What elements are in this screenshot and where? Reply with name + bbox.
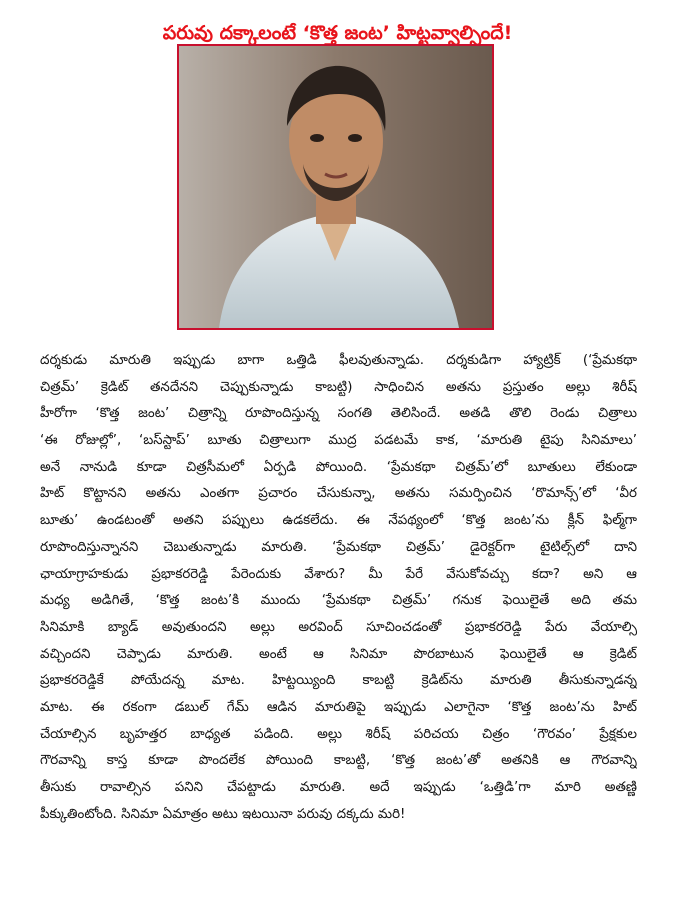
article-line: దర్శకుడు మారుతి ఇప్పుడు బాగా ఒత్తిడి ఫీలవుతున్నాడు. దర్శకుడిగా హ్యాట్రిక్ (‘ప్రేమకథా [40, 353, 637, 368]
article-line: సినిమాకి బ్యాడ్ అవుతుందని అల్లు అరవింద్ సూచించడంతో ప్రభాకరరెడ్డి పేరు వేయాల్సి [40, 619, 637, 635]
article-line: ‘ఈ రోజుల్లో’, ‘బస్‌స్టాప్’ బూతు చిత్రాలుగా ముద్ర పడటమే కాక, ‘మారుతి టైపు సినిమాలు’ [40, 433, 637, 449]
article-line: అనే నానుడి కూడా చిత్రసీమలో ఏర్పడి పోయింది. ‘ప్రేమకథా చిత్రమ్’లో బూతులు లేకుండా [40, 459, 637, 475]
article-body [40, 348, 637, 828]
article-line: చేయాల్సిన బృహత్తర బాధ్యత పడింది. అల్లు శిరీష్ పరిచయ చిత్రం ‘గౌరవం’ ప్రేక్షకుల [40, 726, 637, 742]
article-line: మాట. ఈ రకంగా డబుల్ గేమ్ ఆడిన మారుతిపై ఇప్పుడు ఎలాగైనా ‘కొత్త జంట’ను హిట్ [40, 699, 637, 715]
article-line: మధ్య అడిగితే, ‘కొత్త జంట’కి ముందు ‘ప్రేమకథా చిత్రమ్’ గనుక ఫెయిలైతే అది తమ [40, 593, 637, 609]
article-line: చిత్రమ్’ క్రెడిట్ తనదేనని చెప్పుకున్నాడు కాబట్టి) సాధించిన అతను ప్రస్తుతం అల్లు శిరీష్ [40, 379, 637, 395]
article-line: రూపొందిస్తున్నానని చెబుతున్నాడు మారుతి. ‘ప్రేమకథా చిత్రమ్’ డైరెక్టర్‌గా టైటిల్స్‌లో దాని [40, 539, 637, 555]
article-line: వచ్చిందని చెప్పాడు మారుతి. అంటే ఆ సినిమా పొరబాటున ఫెయిలైతే ఆ క్రెడిట్ [40, 646, 637, 662]
article-line: పీక్కుతింటోంది. సినిమా ఏమాత్రం అటు ఇటయినా పరువు దక్కదు మరి! [40, 806, 406, 822]
article-line: ప్రభాకరరెడ్డికే పోయేదన్న మాట. హిట్టయ్యింది కాబట్టి క్రెడిట్‌ను మారుతి తీసుకున్నాడన్న [40, 673, 637, 689]
article-photo [177, 44, 494, 330]
article-line: బూతు’ ఉండటంతో అతని పప్పులు ఉడకలేదు. ఈ నేపథ్యంలో ‘కొత్త జంట’ను క్లీన్ ఫిల్మ్‌గా [40, 513, 637, 529]
article-headline: పరువు దక్కాలంటే ‘కొత్త జంట’ హిట్టవ్వాల్సిందే! [162, 21, 513, 44]
article-line: హిట్ కొట్టానని అతను ఎంతగా ప్రచారం చేసుకున్నా, అతను సమర్పించిన ‘రొమాన్స్’లో ‘వీర [40, 486, 637, 502]
article-line: ఛాయాగ్రాహకుడు ప్రభాకరరెడ్డి పేరెందుకు వేశారు? మీ పేరే వేసుకోవచ్చు కదా? అని ఆ [40, 566, 637, 582]
article-line: గౌరవాన్ని కాస్త కూడా పొందలేక పోయింది కాబట్టి, ‘కొత్త జంట’తో అతనికి ఆ గౌరవాన్ని [40, 753, 637, 769]
portrait-photo [179, 46, 492, 328]
article-line: హీరోగా ‘కొత్త జంట’ చిత్రాన్ని రూపొందిస్తున్న సంగతి తెలిసిందే. అతడి తొలి రెండు చిత్రాలు [40, 406, 637, 422]
article-line: తీసుకు రావాల్సిన పనిని చేపట్టాడు మారుతి. అదే ఇప్పుడు ‘ఒత్తిడి’గా మారి అతణ్ణి [40, 780, 637, 795]
